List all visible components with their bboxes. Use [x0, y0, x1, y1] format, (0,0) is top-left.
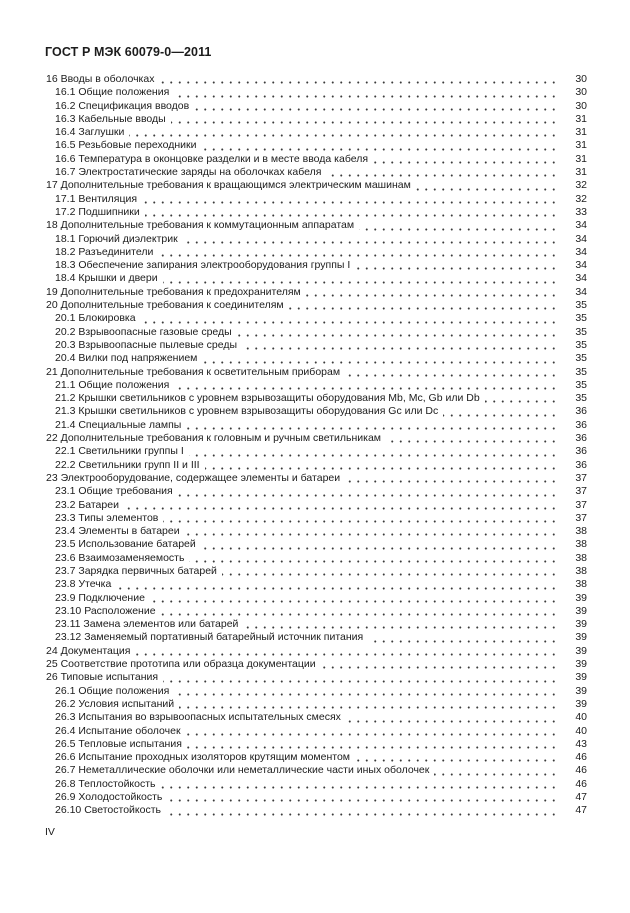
toc-entry: [46, 711, 587, 724]
toc-entry: [46, 592, 587, 605]
toc-entry-label: 18.2 Разъединители: [46, 246, 158, 259]
toc-entry-page: 39: [561, 671, 587, 684]
toc-entry-page: 39: [561, 618, 587, 631]
toc-entry-label: 23.1 Общие требования: [46, 485, 178, 498]
toc-entry: [46, 366, 587, 379]
toc-entry-label: 23.6 Взаимозаменяемость: [46, 552, 189, 565]
toc-entry-label: 18.1 Горючий диэлектрик: [46, 233, 183, 246]
toc-entry-page: 33: [561, 206, 587, 219]
toc-entry-label: 26.9 Холодостойкость: [46, 791, 167, 804]
toc-entry-label: 17 Дополнительные требования к вращающимся электрическим машинам: [46, 179, 416, 192]
toc-entry-label: 23.7 Зарядка первичных батарей: [46, 565, 222, 578]
toc-entry-label: 17.2 Подшипники: [46, 206, 145, 219]
toc-entry: [46, 166, 587, 179]
toc-entry-label: 16.6 Температура в оконцовке разделки и в месте ввода кабеля: [46, 153, 373, 166]
toc-entry-label: 22.2 Светильники групп II и III: [46, 459, 205, 472]
toc-entry-page: 39: [561, 658, 587, 671]
toc-entry-label: 22.1 Светильники группы I: [46, 445, 189, 458]
toc-entry-page: 36: [561, 432, 587, 445]
toc-entry-page: 40: [561, 711, 587, 724]
toc-entry-label: 23.11 Замена элементов или батарей: [46, 618, 243, 631]
toc-entry-label: 26.3 Испытания во взрывоопасных испытательных смесях: [46, 711, 346, 724]
toc-entry: [46, 326, 587, 339]
toc-entry-page: 35: [561, 339, 587, 352]
toc-entry: [46, 605, 587, 618]
toc-entry-label: 26.2 Условия испытаний: [46, 698, 179, 711]
toc-entry-label: 16.4 Заглушки: [46, 126, 129, 139]
toc-entry-page: 30: [561, 100, 587, 113]
toc-entry-label: 23.8 Утечка: [46, 578, 116, 591]
toc-entry: [46, 459, 587, 472]
toc-entry: [46, 100, 587, 113]
toc-entry-label: 26.5 Тепловые испытания: [46, 738, 187, 751]
toc-entry-label: 20.3 Взрывоопасные пылевые среды: [46, 339, 242, 352]
toc-entry: [46, 246, 587, 259]
toc-entry-page: 38: [561, 552, 587, 565]
toc-entry-label: 23 Электрооборудование, содержащее элементы и батареи: [46, 472, 345, 485]
toc-entry: [46, 445, 587, 458]
toc-entry: [46, 206, 587, 219]
toc-entry-page: 35: [561, 326, 587, 339]
toc-entry-label: 25 Соответствие прототипа или образца документации: [46, 658, 321, 671]
toc-entry: [46, 751, 587, 764]
toc-entry-label: 18.4 Крышки и двери: [46, 272, 163, 285]
toc-entry-page: 30: [561, 86, 587, 99]
toc-entry-label: 23.10 Расположение: [46, 605, 161, 618]
toc-entry-label: 24 Документация: [46, 645, 135, 658]
toc-entry-page: 31: [561, 113, 587, 126]
toc-entry-page: 37: [561, 485, 587, 498]
toc-entry-page: 47: [561, 804, 587, 817]
toc-entry: [46, 126, 587, 139]
toc-entry-page: 35: [561, 299, 587, 312]
toc-entry-page: 36: [561, 459, 587, 472]
toc-entry-label: 22 Дополнительные требования к головным и ручным светильникам: [46, 432, 386, 445]
toc-entry: [46, 259, 587, 272]
toc-entry-label: 19 Дополнительные требования к предохранителям: [46, 286, 306, 299]
toc-entry-page: 39: [561, 698, 587, 711]
toc-entry: [46, 578, 587, 591]
toc-entry: [46, 764, 587, 777]
toc-entry-page: 36: [561, 419, 587, 432]
toc-entry-page: 37: [561, 512, 587, 525]
toc-entry-label: 26.4 Испытание оболочек: [46, 725, 186, 738]
toc-entry: [46, 392, 587, 405]
toc-entry-page: 39: [561, 592, 587, 605]
toc-entry: [46, 725, 587, 738]
toc-entry-page: 39: [561, 605, 587, 618]
toc-entry-page: 38: [561, 538, 587, 551]
toc-entry-label: 23.12 Заменяемый портативный батарейный источник питания: [46, 631, 368, 644]
toc-entry: [46, 472, 587, 485]
toc-entry-page: 39: [561, 645, 587, 658]
toc-entry-page: 31: [561, 139, 587, 152]
toc-entry-label: 26 Типовые испытания: [46, 671, 163, 684]
document-header: [45, 45, 211, 59]
toc-entry: [46, 698, 587, 711]
toc-entry: [46, 778, 587, 791]
toc-entry-label: 20.1 Блокировка: [46, 312, 141, 325]
toc-entry: [46, 113, 587, 126]
toc-entry-page: 43: [561, 738, 587, 751]
toc-entry-label: 16.5 Резьбовые переходники: [46, 139, 202, 152]
toc-entry-label: 17.1 Вентиляция: [46, 193, 142, 206]
toc-entry-page: 34: [561, 272, 587, 285]
toc-entry-label: 16.1 Общие положения: [46, 86, 174, 99]
toc-entry: [46, 299, 587, 312]
toc-entry-page: 38: [561, 565, 587, 578]
toc-entry-label: 26.10 Светостойкость: [46, 804, 166, 817]
toc-entry-page: 36: [561, 405, 587, 418]
document-title: ГОСТ Р МЭК 60079-0—2011: [45, 45, 212, 59]
toc-entry-page: 35: [561, 379, 587, 392]
toc-entry: [46, 73, 587, 86]
toc-entry-label: 21 Дополнительные требования к осветительным приборам: [46, 366, 345, 379]
toc-entry-label: 16.7 Электростатические заряды на оболочках кабеля: [46, 166, 326, 179]
toc-entry-page: 46: [561, 764, 587, 777]
toc-entry: [46, 139, 587, 152]
toc-entry-page: 31: [561, 166, 587, 179]
toc-entry: [46, 565, 587, 578]
toc-entry-label: 18.3 Обеспечение запирания электрооборудования группы I: [46, 259, 355, 272]
toc-entry-page: 40: [561, 725, 587, 738]
toc-entry: [46, 738, 587, 751]
toc-entry-page: 34: [561, 286, 587, 299]
toc-entry-page: 37: [561, 472, 587, 485]
toc-entry-label: 20 Дополнительные требования к соединителям: [46, 299, 289, 312]
toc-entry: [46, 538, 587, 551]
toc-entry: [46, 791, 587, 804]
toc-entry-label: 21.3 Крышки светильников с уровнем взрывозащиты оборудования Gc или Dc: [46, 405, 443, 418]
toc-entry-label: 23.5 Использование батарей: [46, 538, 201, 551]
toc-entry-page: 47: [561, 791, 587, 804]
toc-entry-label: 26.7 Неметаллические оболочки или неметаллические части иных оболочек: [46, 764, 434, 777]
toc-entry-page: 32: [561, 193, 587, 206]
toc-entry-page: 34: [561, 219, 587, 232]
toc-entry: [46, 432, 587, 445]
toc-entry: [46, 272, 587, 285]
toc-entry-page: 30: [561, 73, 587, 86]
toc-entry: [46, 312, 587, 325]
toc-entry-label: 21.4 Специальные лампы: [46, 419, 186, 432]
toc-entry: [46, 671, 587, 684]
toc-entry-label: 16 Вводы в оболочках: [46, 73, 159, 86]
toc-entry-label: 23.4 Элементы в батареи: [46, 525, 185, 538]
toc-entry: [46, 485, 587, 498]
toc-entry-label: 21.2 Крышки светильников с уровнем взрывозащиты оборудования Mb, Mc, Gb или Db: [46, 392, 485, 405]
toc-entry-page: 34: [561, 259, 587, 272]
toc-entry-page: 35: [561, 352, 587, 365]
toc-entry: [46, 219, 587, 232]
toc-entry-label: 23.2 Батареи: [46, 499, 124, 512]
toc-entry: [46, 179, 587, 192]
toc-entry-page: 31: [561, 126, 587, 139]
toc-entry-page: 39: [561, 631, 587, 644]
toc-entry: [46, 552, 587, 565]
toc-entry: [46, 86, 587, 99]
toc-list: [46, 73, 587, 818]
toc-entry-label: 20.2 Взрывоопасные газовые среды: [46, 326, 237, 339]
toc-entry: [46, 193, 587, 206]
toc-entry-page: 31: [561, 153, 587, 166]
toc-entry-label: 18 Дополнительные требования к коммутационным аппаратам: [46, 219, 359, 232]
toc-entry: [46, 419, 587, 432]
toc-entry-page: 39: [561, 685, 587, 698]
toc-entry-label: 26.6 Испытание проходных изоляторов крутящим моментом: [46, 751, 355, 764]
toc-entry: [46, 631, 587, 644]
toc-entry: [46, 405, 587, 418]
toc-entry: [46, 512, 587, 525]
toc-entry: [46, 233, 587, 246]
toc-entry-page: 46: [561, 778, 587, 791]
toc-entry-page: 34: [561, 246, 587, 259]
toc-entry-page: 32: [561, 179, 587, 192]
toc-entry: [46, 379, 587, 392]
toc-entry-page: 34: [561, 233, 587, 246]
toc-entry-label: 26.1 Общие положения: [46, 685, 174, 698]
toc-entry-label: 26.8 Теплостойкость: [46, 778, 161, 791]
toc-entry: [46, 685, 587, 698]
toc-entry: [46, 645, 587, 658]
toc-entry-page: 35: [561, 392, 587, 405]
toc-entry-label: 20.4 Вилки под напряжением: [46, 352, 202, 365]
toc-entry-page: 36: [561, 445, 587, 458]
toc-entry: [46, 618, 587, 631]
toc-entry-label: 16.2 Спецификация вводов: [46, 100, 194, 113]
toc-entry: [46, 153, 587, 166]
toc-entry-page: 37: [561, 499, 587, 512]
toc-entry-page: 35: [561, 312, 587, 325]
toc-entry-label: 23.3 Типы элементов: [46, 512, 163, 525]
toc-entry: [46, 339, 587, 352]
toc-entry: [46, 658, 587, 671]
toc-entry-label: 21.1 Общие положения: [46, 379, 174, 392]
toc-entry: [46, 499, 587, 512]
page-footer: [45, 826, 55, 838]
toc-entry: [46, 804, 587, 817]
toc-entry-label: 23.9 Подключение: [46, 592, 150, 605]
toc-entry-page: 35: [561, 366, 587, 379]
toc-entry-page: 38: [561, 525, 587, 538]
toc-entry: [46, 525, 587, 538]
toc-entry-label: 16.3 Кабельные вводы: [46, 113, 171, 126]
page-number-label: IV: [45, 826, 55, 838]
toc-entry-page: 46: [561, 751, 587, 764]
toc-entry: [46, 352, 587, 365]
toc-entry: [46, 286, 587, 299]
toc-entry-page: 38: [561, 578, 587, 591]
